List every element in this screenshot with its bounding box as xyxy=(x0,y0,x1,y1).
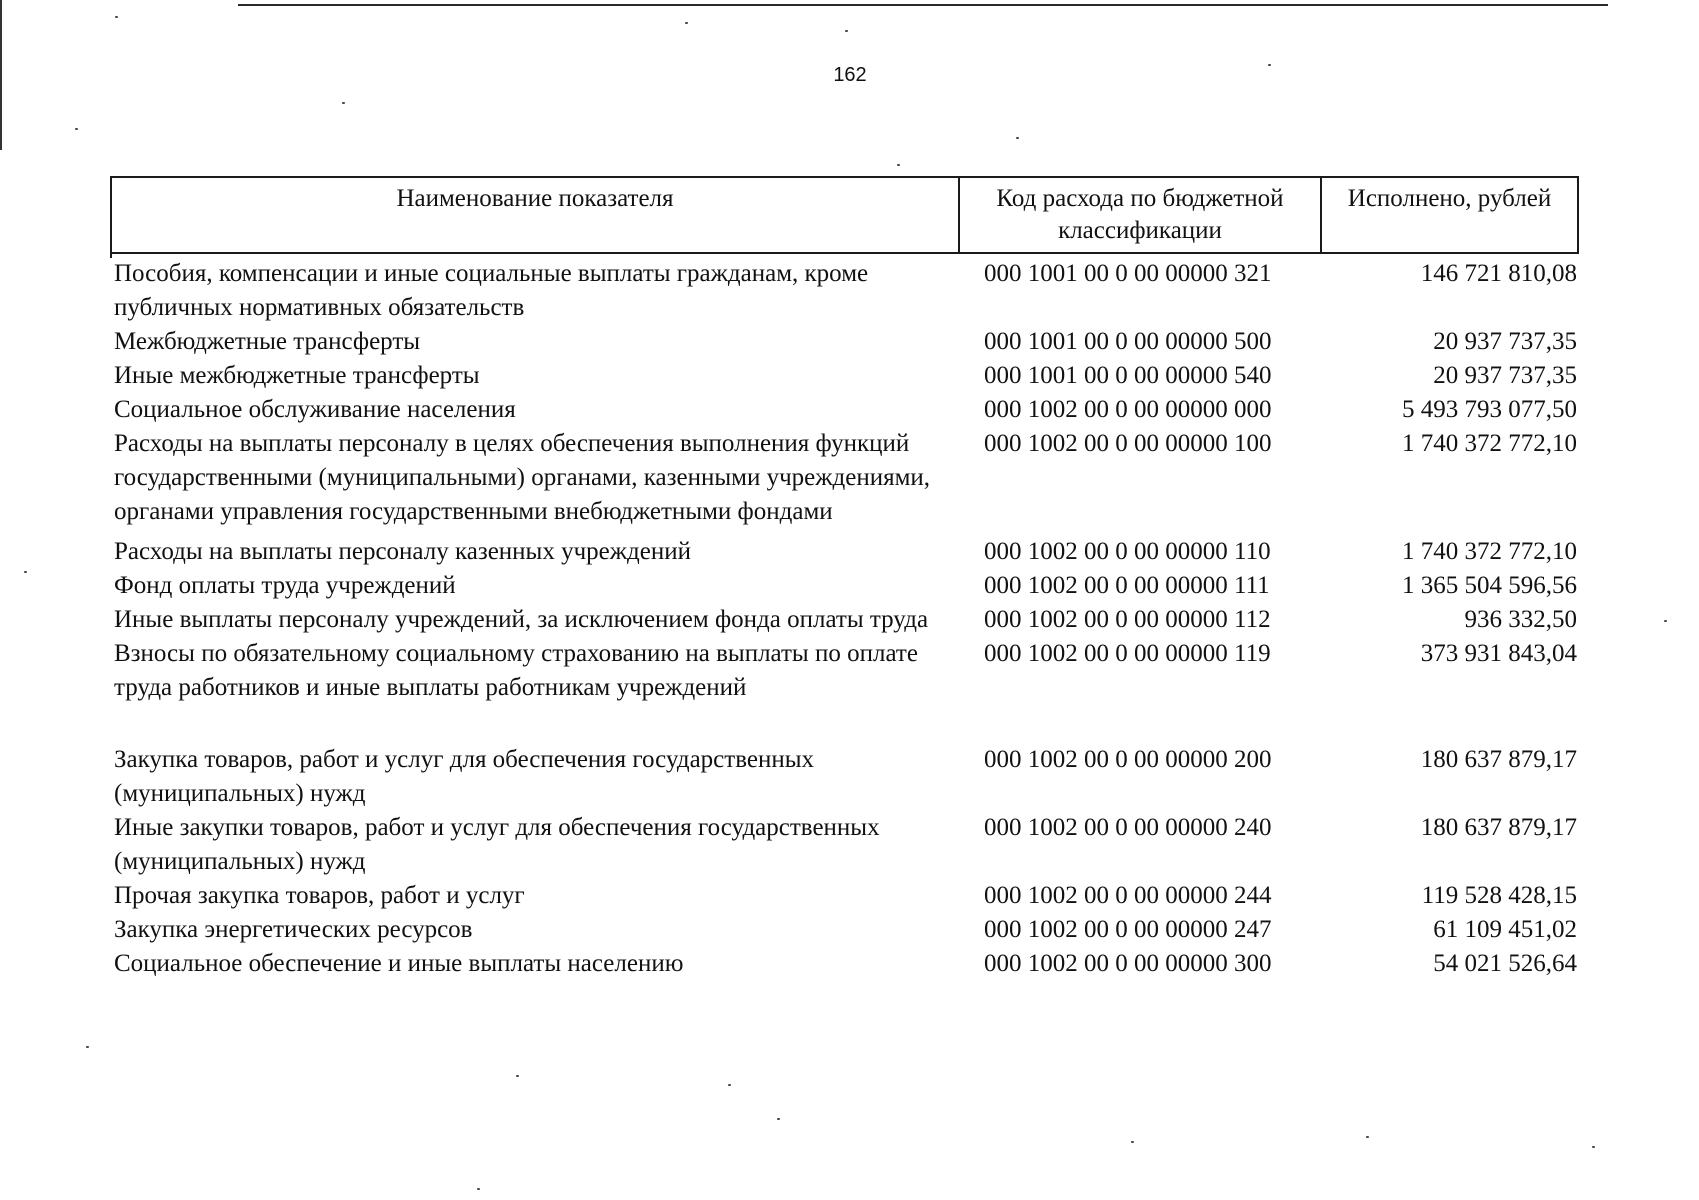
row-name: Иные выплаты персоналу учреждений, за исключением фонда оплаты труда xyxy=(114,606,929,633)
row-name: Иные закупки товаров, работ и услуг для обеспечения государственных (муниципальных) нужд xyxy=(114,814,880,875)
row-code: 000 1002 00 0 00 00000 119 xyxy=(984,640,1271,667)
header-amount: Исполнено, рублей xyxy=(1347,185,1552,212)
row-code: 000 1002 00 0 00 00000 240 xyxy=(984,814,1272,841)
row-name: Расходы на выплаты персоналу в целях обеспечения выполнения функций государственными (муниципальными) органами, казенными учреждениями, органами управления государственными внебюджетными фондами xyxy=(114,430,931,525)
row-name: Иные межбюджетные трансферты xyxy=(114,362,480,389)
table-row xyxy=(110,325,1579,359)
scan-speck xyxy=(897,164,900,166)
scan-speck xyxy=(1131,1141,1134,1143)
row-name: Пособия, компенсации и иные социальные выплаты гражданам, кроме публичных нормативных обязательств xyxy=(114,260,869,321)
header-code: Код расхода по бюджетной классификации xyxy=(960,178,1322,252)
row-code: 000 1002 00 0 00 00000 100 xyxy=(984,430,1272,457)
row-amount: 119 528 428,15 xyxy=(1421,882,1577,909)
row-name: Социальное обеспечение и иные выплаты населению xyxy=(114,950,684,977)
row-name: Закупка товаров, работ и услуг для обеспечения государственных (муниципальных) нужд xyxy=(114,746,815,807)
table-row xyxy=(110,743,1579,811)
row-code: 000 1002 00 0 00 00000 110 xyxy=(984,538,1271,565)
row-code: 000 1001 00 0 00 00000 500 xyxy=(984,328,1272,355)
row-amount: 20 937 737,35 xyxy=(1433,328,1577,355)
row-amount: 180 637 879,17 xyxy=(1420,814,1577,841)
row-name: Взносы по обязательному социальному страхованию на выплаты по оплате труда работников и иные выплаты работникам учреждений xyxy=(114,640,918,701)
scan-edge-mark xyxy=(0,0,2,150)
row-amount: 61 109 451,02 xyxy=(1433,916,1577,943)
table-row xyxy=(110,603,1579,637)
scan-speck xyxy=(1016,137,1019,139)
row-code: 000 1001 00 0 00 00000 321 xyxy=(984,260,1272,287)
row-name: Закупка энергетических ресурсов xyxy=(114,916,473,943)
scan-speck xyxy=(24,571,27,573)
row-name: Фонд оплаты труда учреждений xyxy=(114,572,456,599)
table-row xyxy=(110,947,1579,981)
row-code: 000 1002 00 0 00 00000 200 xyxy=(984,746,1272,773)
table-row xyxy=(110,879,1579,913)
row-name: Межбюджетные трансферты xyxy=(114,328,421,355)
row-amount: 20 937 737,35 xyxy=(1433,362,1577,389)
table-row xyxy=(110,913,1579,947)
table-header xyxy=(110,176,1579,254)
row-amount: 1 365 504 596,56 xyxy=(1402,572,1577,599)
table-row xyxy=(110,257,1579,325)
row-amount: 1 740 372 772,10 xyxy=(1402,430,1577,457)
table-row xyxy=(110,359,1579,393)
scan-speck xyxy=(516,1075,519,1077)
scan-speck xyxy=(777,1118,780,1120)
scan-border-line xyxy=(238,4,1608,6)
table-row xyxy=(110,535,1579,569)
row-code: 000 1002 00 0 00 00000 300 xyxy=(984,950,1272,977)
row-name: Расходы на выплаты персоналу казенных учреждений xyxy=(114,538,691,565)
header-name: Наименование показателя xyxy=(112,178,960,252)
scan-speck xyxy=(1366,1136,1369,1138)
row-code: 000 1002 00 0 00 00000 112 xyxy=(984,606,1271,633)
table-row xyxy=(110,427,1579,529)
row-name: Прочая закупка товаров, работ и услуг xyxy=(114,882,525,909)
scan-speck xyxy=(75,128,78,130)
scan-speck xyxy=(1268,64,1271,66)
row-amount: 54 021 526,64 xyxy=(1433,950,1577,977)
scan-speck xyxy=(728,1084,731,1086)
row-amount: 1 740 372 772,10 xyxy=(1402,538,1577,565)
table-row xyxy=(110,569,1579,603)
page-number: 162 xyxy=(833,64,867,86)
scan-speck xyxy=(86,1046,89,1048)
table-row xyxy=(110,637,1579,705)
row-amount: 146 721 810,08 xyxy=(1420,260,1577,287)
row-code: 000 1002 00 0 00 00000 244 xyxy=(984,882,1272,909)
row-code: 000 1002 00 0 00 00000 000 xyxy=(984,396,1272,423)
row-code: 000 1002 00 0 00 00000 111 xyxy=(984,572,1270,599)
table-row xyxy=(110,393,1579,427)
row-amount: 936 332,50 xyxy=(1464,606,1577,633)
scan-speck xyxy=(115,16,118,18)
row-amount: 5 493 793 077,50 xyxy=(1402,396,1577,423)
scan-speck xyxy=(1592,1146,1595,1148)
scan-speck xyxy=(477,1188,480,1190)
scan-speck xyxy=(342,102,345,104)
table-row xyxy=(110,811,1579,879)
row-code: 000 1001 00 0 00 00000 540 xyxy=(984,362,1272,389)
scan-speck xyxy=(845,30,848,32)
row-amount: 373 931 843,04 xyxy=(1420,640,1577,667)
row-name: Социальное обслуживание населения xyxy=(114,396,516,423)
scan-speck xyxy=(685,22,688,24)
scan-speck xyxy=(1664,620,1667,622)
table-body xyxy=(110,257,1579,981)
row-amount: 180 637 879,17 xyxy=(1420,746,1577,773)
row-code: 000 1002 00 0 00 00000 247 xyxy=(984,916,1272,943)
